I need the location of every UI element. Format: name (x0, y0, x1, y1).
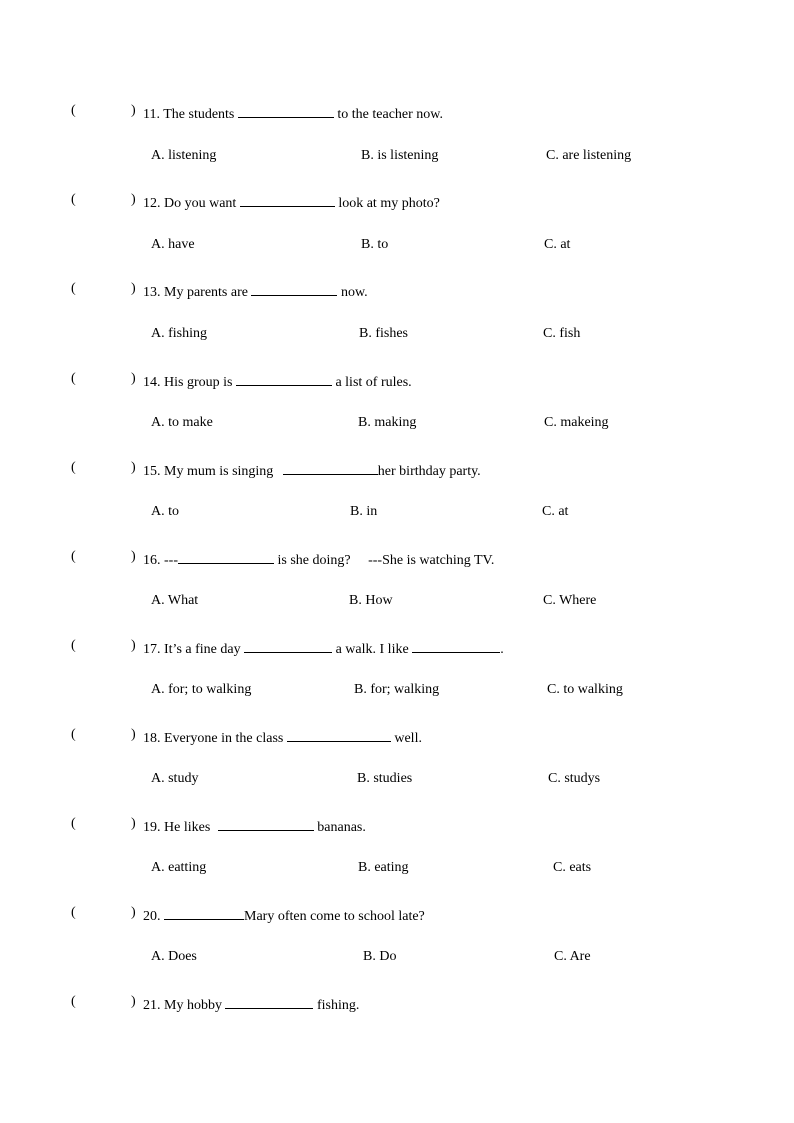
answer-blank[interactable] (287, 727, 391, 742)
answer-paren-close: ) (131, 192, 136, 207)
question-stem: 19. He likes bananas. (143, 816, 366, 836)
options-12 (0, 237, 794, 259)
question-stem: 15. My mum is singing her birthday party. (143, 460, 481, 480)
answer-paren-close: ) (131, 549, 136, 564)
question-stem: 17. It’s a fine day a walk. I like . (143, 638, 504, 658)
option-a[interactable]: A. to make (151, 415, 213, 430)
answer-blank[interactable] (244, 638, 332, 653)
question-stem: 13. My parents are now. (143, 281, 368, 301)
options-16 (0, 593, 794, 615)
answer-paren-open: ( (71, 638, 76, 653)
option-b[interactable]: B. for; walking (354, 682, 440, 697)
options-14 (0, 415, 794, 437)
answer-paren-open: ( (71, 905, 76, 920)
answer-paren-open: ( (71, 371, 76, 386)
option-a[interactable]: A. What (151, 593, 199, 608)
answer-blank-2[interactable] (412, 638, 500, 653)
answer-blank[interactable] (238, 103, 334, 118)
answer-blank[interactable] (251, 281, 337, 296)
options-20 (0, 949, 794, 971)
answer-paren-open: ( (71, 192, 76, 207)
options-17 (0, 682, 794, 704)
option-a[interactable]: A. eatting (151, 860, 207, 875)
option-a[interactable]: A. fishing (151, 326, 207, 341)
option-c[interactable]: C. fish (543, 326, 581, 341)
option-b[interactable]: B. to (361, 237, 389, 252)
answer-paren-close: ) (131, 103, 136, 118)
option-c[interactable]: C. Are (554, 949, 591, 964)
answer-blank[interactable] (225, 994, 313, 1009)
option-c[interactable]: C. Where (543, 593, 597, 608)
question-stem: 20. Mary often come to school late? (143, 905, 425, 925)
option-c[interactable]: C. makeing (544, 415, 609, 430)
option-a[interactable]: A. study (151, 771, 199, 786)
option-a[interactable]: A. Does (151, 949, 197, 964)
option-c[interactable]: C. studys (548, 771, 601, 786)
question-stem: 14. His group is a list of rules. (143, 371, 412, 391)
question-11 (0, 103, 794, 125)
options-11 (0, 148, 794, 170)
option-b[interactable]: B. How (349, 593, 393, 608)
answer-paren-open: ( (71, 816, 76, 831)
options-19 (0, 860, 794, 882)
answer-blank[interactable] (164, 905, 244, 920)
answer-blank[interactable] (283, 460, 378, 475)
answer-blank[interactable] (218, 816, 314, 831)
question-19 (0, 816, 794, 838)
question-13 (0, 281, 794, 303)
option-c[interactable]: C. eats (553, 860, 592, 875)
options-18 (0, 771, 794, 793)
answer-paren-close: ) (131, 816, 136, 831)
answer-paren-open: ( (71, 103, 76, 118)
answer-paren-close: ) (131, 727, 136, 742)
option-b[interactable]: B. eating (358, 860, 409, 875)
answer-paren-close: ) (131, 994, 136, 1009)
answer-paren-close: ) (131, 460, 136, 475)
option-b[interactable]: B. making (358, 415, 417, 430)
option-c[interactable]: C. at (542, 504, 569, 519)
option-a[interactable]: A. for; to walking (151, 682, 252, 697)
question-16 (0, 549, 794, 571)
option-c[interactable]: C. are listening (546, 148, 632, 163)
question-21 (0, 994, 794, 1016)
answer-paren-open: ( (71, 727, 76, 742)
question-stem: 21. My hobby fishing. (143, 994, 359, 1014)
question-12 (0, 192, 794, 214)
option-a[interactable]: A. have (151, 237, 195, 252)
question-18 (0, 727, 794, 749)
option-b[interactable]: B. is listening (361, 148, 439, 163)
option-a[interactable]: A. to (151, 504, 179, 519)
question-15 (0, 460, 794, 482)
answer-paren-close: ) (131, 638, 136, 653)
question-stem: 18. Everyone in the class well. (143, 727, 422, 747)
option-c[interactable]: C. at (544, 237, 571, 252)
answer-paren-close: ) (131, 281, 136, 296)
option-b[interactable]: B. in (350, 504, 378, 519)
question-20 (0, 905, 794, 927)
answer-blank[interactable] (240, 192, 335, 207)
option-a[interactable]: A. listening (151, 148, 217, 163)
question-14 (0, 371, 794, 393)
answer-paren-open: ( (71, 460, 76, 475)
question-stem: 11. The students to the teacher now. (143, 103, 443, 123)
option-b[interactable]: B. studies (357, 771, 413, 786)
question-17 (0, 638, 794, 660)
option-c[interactable]: C. to walking (547, 682, 623, 697)
options-15 (0, 504, 794, 526)
answer-paren-close: ) (131, 905, 136, 920)
option-b[interactable]: B. Do (363, 949, 397, 964)
answer-blank[interactable] (236, 371, 332, 386)
answer-blank[interactable] (178, 549, 274, 564)
answer-paren-open: ( (71, 994, 76, 1009)
question-stem: 12. Do you want look at my photo? (143, 192, 440, 212)
answer-paren-open: ( (71, 281, 76, 296)
option-b[interactable]: B. fishes (359, 326, 408, 341)
options-13 (0, 326, 794, 348)
answer-paren-close: ) (131, 371, 136, 386)
answer-paren-open: ( (71, 549, 76, 564)
question-stem: 16. --- is she doing? ---She is watching TV. (143, 549, 494, 569)
